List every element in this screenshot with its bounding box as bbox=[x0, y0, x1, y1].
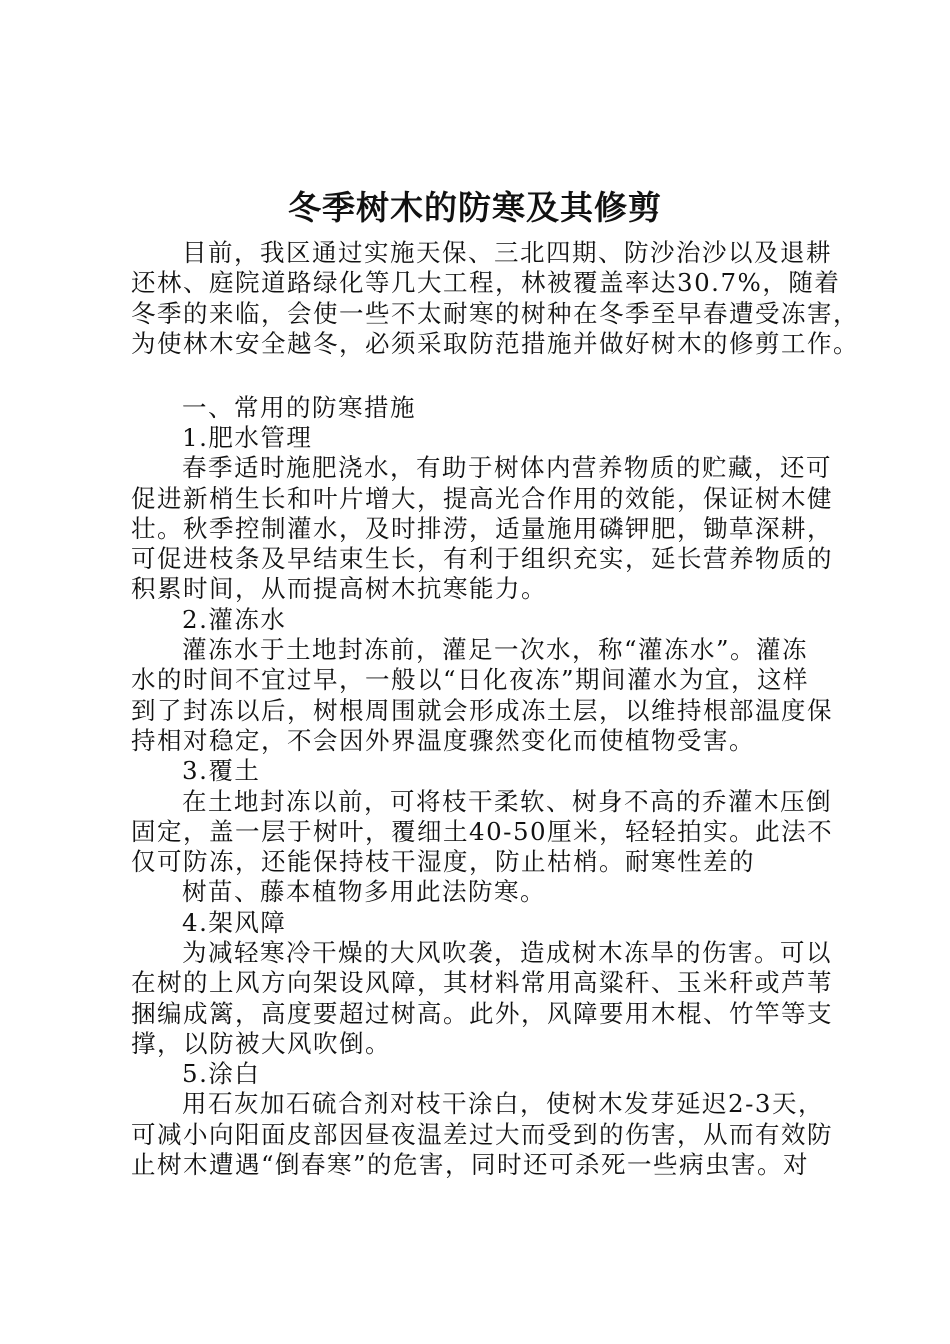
text-line: 可促进枝条及早结束生长，有利于组织充实，延长营养物质的 bbox=[131, 544, 833, 573]
text-line: 还林、庭院道路绿化等几大工程，林被覆盖率达30.7%，随着 bbox=[131, 268, 841, 297]
text-line: 水的时间不宜过早，一般以“日化夜冻”期间灌水为宜，这样 bbox=[131, 665, 810, 694]
subsection-heading: 3.覆土 bbox=[182, 756, 261, 785]
text-line: 冬季的来临，会使一些不太耐寒的树种在冬季至早春遭受冻害， bbox=[131, 299, 859, 328]
section-heading: 一、常用的防寒措施 bbox=[182, 393, 416, 422]
text-line: 灌冻水于土地封冻前，灌足一次水，称“灌冻水”。灌冻 bbox=[182, 635, 809, 664]
subsection-heading: 4.架风障 bbox=[182, 908, 287, 937]
text-line: 止树木遭遇“倒春寒”的危害，同时还可杀死一些病虫害。对 bbox=[131, 1150, 810, 1179]
text-line: 到了封冻以后，树根周围就会形成冻土层，以维持根部温度保 bbox=[131, 696, 833, 725]
text-line: 为使林木安全越冬，必须采取防范措施并做好树木的修剪工作。 bbox=[131, 329, 859, 358]
text-line: 壮。秋季控制灌水，及时排涝，适量施用磷钾肥，锄草深耕， bbox=[131, 514, 833, 543]
text-line: 促进新梢生长和叶片增大，提高光合作用的效能，保证树木健 bbox=[131, 484, 833, 513]
text-line: 可减小向阳面皮部因昼夜温差过大而受到的伤害，从而有效防 bbox=[131, 1120, 833, 1149]
text-line: 为减轻寒冷干燥的大风吹袭，造成树木冻旱的伤害。可以 bbox=[182, 938, 832, 967]
text-line: 积累时间，从而提高树木抗寒能力。 bbox=[131, 574, 547, 603]
text-line: 撑，以防被大风吹倒。 bbox=[131, 1029, 391, 1058]
subsection-heading: 2.灌冻水 bbox=[182, 605, 287, 634]
text-line: 仅可防冻，还能保持枝干湿度，防止枯梢。耐寒性差的 bbox=[131, 847, 755, 876]
subsection-heading: 5.涂白 bbox=[182, 1059, 261, 1088]
text-line: 持相对稳定，不会因外界温度骤然变化而使植物受害。 bbox=[131, 726, 755, 755]
text-line: 在土地封冻以前，可将枝干柔软、树身不高的乔灌木压倒 bbox=[182, 787, 832, 816]
document-title: 冬季树木的防寒及其修剪 bbox=[288, 188, 662, 227]
text-line: 在树的上风方向架设风障，其材料常用高粱秆、玉米秆或芦苇 bbox=[131, 968, 833, 997]
text-line: 固定，盖一层于树叶，覆细土40-50厘米，轻轻拍实。此法不 bbox=[131, 817, 834, 846]
text-line: 捆编成篱，高度要超过树高。此外，风障要用木棍、竹竿等支 bbox=[131, 999, 833, 1028]
text-line: 用石灰加石硫合剂对枝干涂白，使树木发芽延迟2-3天， bbox=[182, 1089, 824, 1118]
subsection-heading: 1.肥水管理 bbox=[182, 423, 313, 452]
text-line: 树苗、藤本植物多用此法防寒。 bbox=[182, 877, 546, 906]
text-line: 春季适时施肥浇水，有助于树体内营养物质的贮藏，还可 bbox=[182, 453, 832, 482]
text-line: 目前，我区通过实施天保、三北四期、防沙治沙以及退耕 bbox=[182, 238, 832, 267]
